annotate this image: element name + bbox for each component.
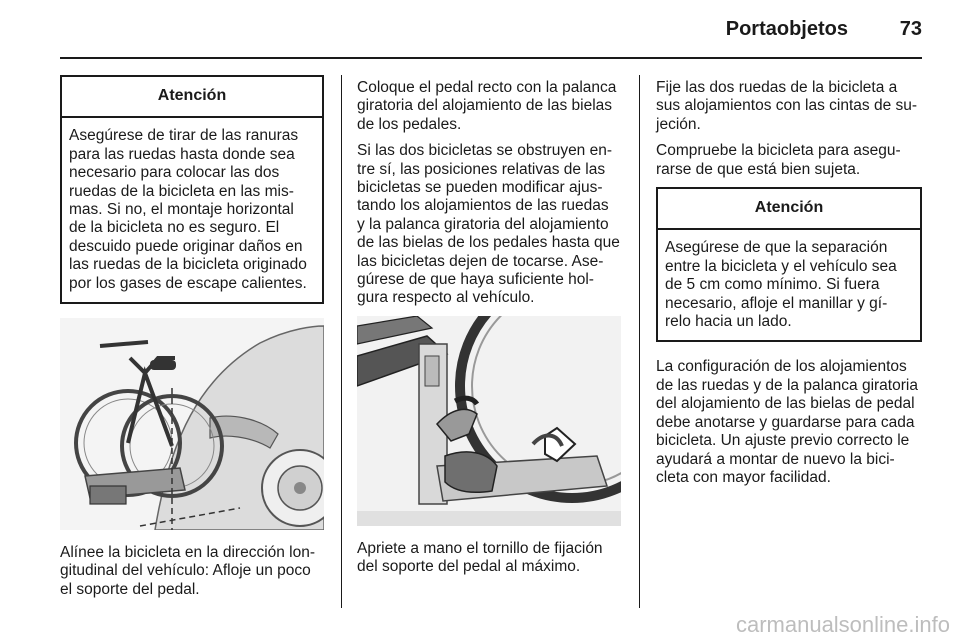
- figure-caption-left: [60, 544, 324, 599]
- text-line: gura respecto al vehículo.: [357, 289, 535, 307]
- text-line: rarse de que está bien sujeta.: [656, 160, 861, 178]
- warning-box-left: [60, 75, 324, 304]
- text-line: jeción.: [656, 115, 701, 133]
- text-line: de las bielas de los pedales hasta que: [357, 234, 620, 252]
- text-line: de las ruedas y de la palanca giratoria: [656, 376, 918, 394]
- text-line: tando los alojamientos de las ruedas: [357, 197, 609, 215]
- warning-box-right: [656, 187, 922, 342]
- text-line: relo hacia un lado.: [665, 313, 792, 331]
- text-line: bicicleta. Un ajuste previo correcto le: [656, 432, 910, 450]
- text-line: para las ruedas hasta donde sea: [69, 145, 295, 163]
- text-line: las bicicletas dejen de tocarse. Ase-: [357, 252, 604, 270]
- text-line: Alínee la bicicleta en la dirección lon-: [60, 544, 316, 562]
- warning-title: Atención: [62, 77, 322, 118]
- text-line: necesario, afloje el manillar y gí-: [665, 294, 888, 312]
- paragraph: [656, 358, 922, 487]
- text-line: necesario para colocar las dos: [69, 164, 280, 182]
- text-line: del alojamiento de las bielas de pedal: [656, 395, 915, 413]
- text-line: debe anotarse y guardarse para cada: [656, 413, 915, 431]
- text-line: Coloque el pedal recto con la palanca: [357, 79, 617, 96]
- text-line: entre la bicicleta y el vehículo sea: [665, 257, 897, 275]
- header-rule: [60, 57, 922, 59]
- text-line: Asegúrese de tirar de las ranuras: [69, 127, 299, 145]
- right-column: [656, 79, 922, 495]
- warning-title: Atención: [658, 189, 920, 230]
- text-line: mas. Si no, el montaje horizontal: [69, 201, 294, 219]
- text-line: Compruebe la bicicleta para asegu-: [656, 142, 901, 160]
- paragraph: [656, 79, 922, 134]
- text-line: ruedas de la bicicleta en las mis-: [69, 182, 294, 200]
- text-line: de la bicicleta no es seguro. El: [69, 219, 280, 237]
- text-line: el soporte del pedal.: [60, 580, 200, 598]
- watermark: carmanualsonline.info: [735, 612, 950, 637]
- column-divider-1: [341, 75, 342, 608]
- text-line: Si las dos bicicletas se obstruyen en-: [357, 142, 613, 160]
- text-line: ayudará a montar de nuevo la bici-: [656, 450, 895, 468]
- warning-text: [658, 230, 920, 340]
- pedal-mount-illustration: [357, 316, 621, 526]
- header-title: Portaobjetos: [725, 18, 848, 40]
- page-number: 73: [899, 18, 922, 40]
- text-line: descuido puede originar daños en: [69, 237, 303, 255]
- paragraph: [357, 79, 623, 134]
- warning-text: [62, 118, 322, 302]
- left-column: [60, 75, 324, 599]
- text-line: cleta con mayor facilidad.: [656, 468, 831, 486]
- paragraph: [357, 142, 623, 308]
- text-line: tre sí, las posiciones relativas de las: [357, 160, 606, 178]
- text-line: Apriete a mano el tornillo de fijación: [357, 539, 603, 557]
- text-line: Fije las dos ruedas de la bicicleta a: [656, 79, 898, 96]
- text-line: gúrese de que haya suficiente hol-: [357, 271, 594, 289]
- column-divider-2: [639, 75, 640, 608]
- bike-rack-car-illustration: [60, 318, 324, 530]
- text-line: sus alojamientos con las cintas de su-: [656, 97, 918, 115]
- text-line: gitudinal del vehículo: Afloje un poco: [60, 562, 311, 580]
- text-line: bicicletas se pueden modificar ajus-: [357, 179, 603, 197]
- text-line: las ruedas de la bicicleta originado: [69, 256, 307, 274]
- middle-column: [357, 79, 623, 577]
- text-line: Asegúrese de que la separación: [665, 239, 888, 257]
- text-line: de 5 cm como mínimo. Si fuera: [665, 276, 880, 294]
- figure-caption-middle: [357, 540, 623, 577]
- text-line: por los gases de escape calientes.: [69, 274, 307, 292]
- text-line: y la palanca giratoria del alojamiento: [357, 215, 609, 233]
- paragraph: [656, 142, 922, 179]
- text-line: giratoria del alojamiento de las bielas: [357, 97, 613, 115]
- text-line: La configuración de los alojamientos: [656, 358, 907, 376]
- text-line: del soporte del pedal al máximo.: [357, 558, 581, 576]
- text-line: de los pedales.: [357, 115, 462, 133]
